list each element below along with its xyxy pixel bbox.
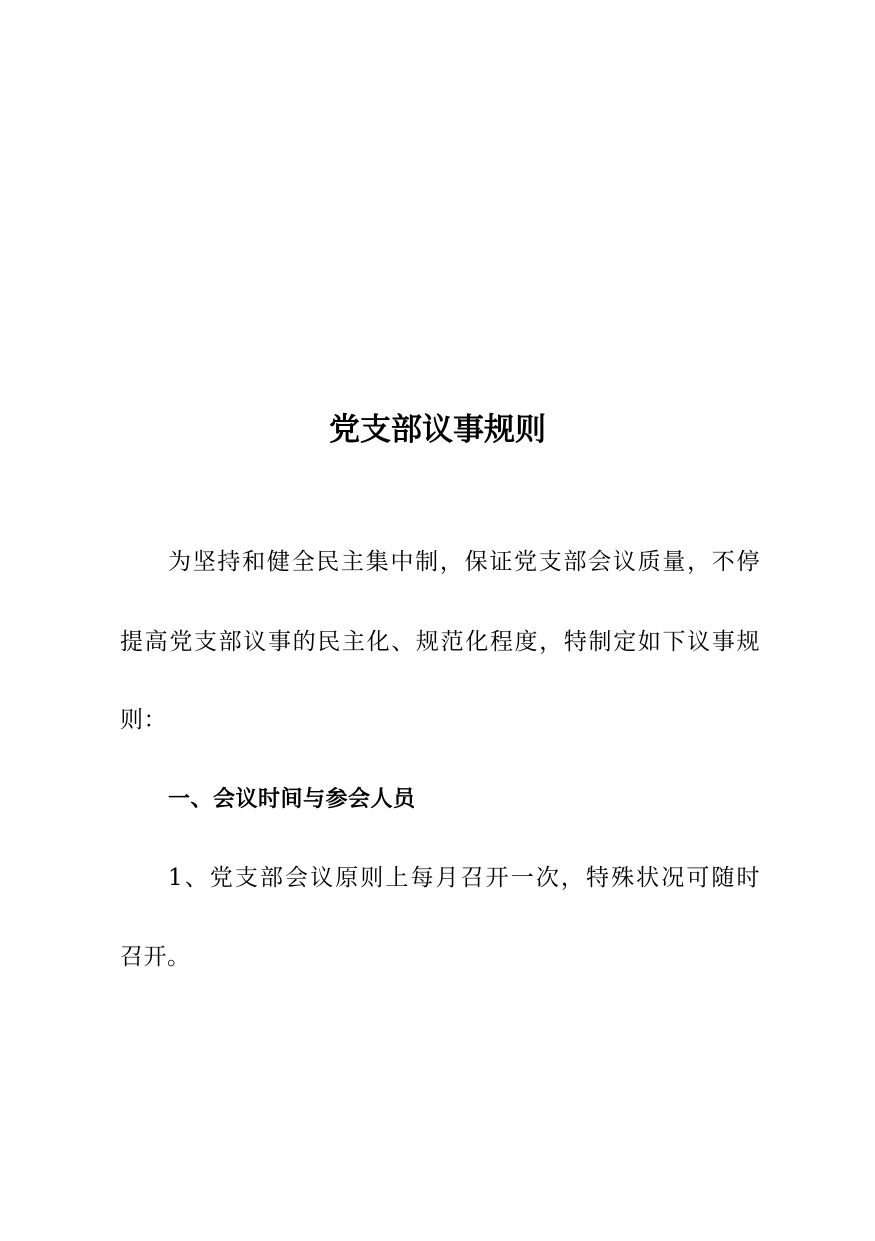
intro-line-3: 则： [120, 707, 167, 733]
section-heading: 一、会议时间与参会人员 [168, 787, 416, 812]
item-1-line-1: 1、党支部会议原则上每月召开一次，特殊状况可随时 [168, 865, 760, 891]
intro-line-2: 提高党支部议事的民主化、规范化程度，特制定如下议事规 [120, 629, 760, 655]
document-title: 党支部议事规则 [329, 412, 546, 448]
intro-line-1: 为坚持和健全民主集中制，保证党支部会议质量，不停 [168, 549, 760, 575]
item-1-line-2: 召开。 [120, 944, 191, 970]
